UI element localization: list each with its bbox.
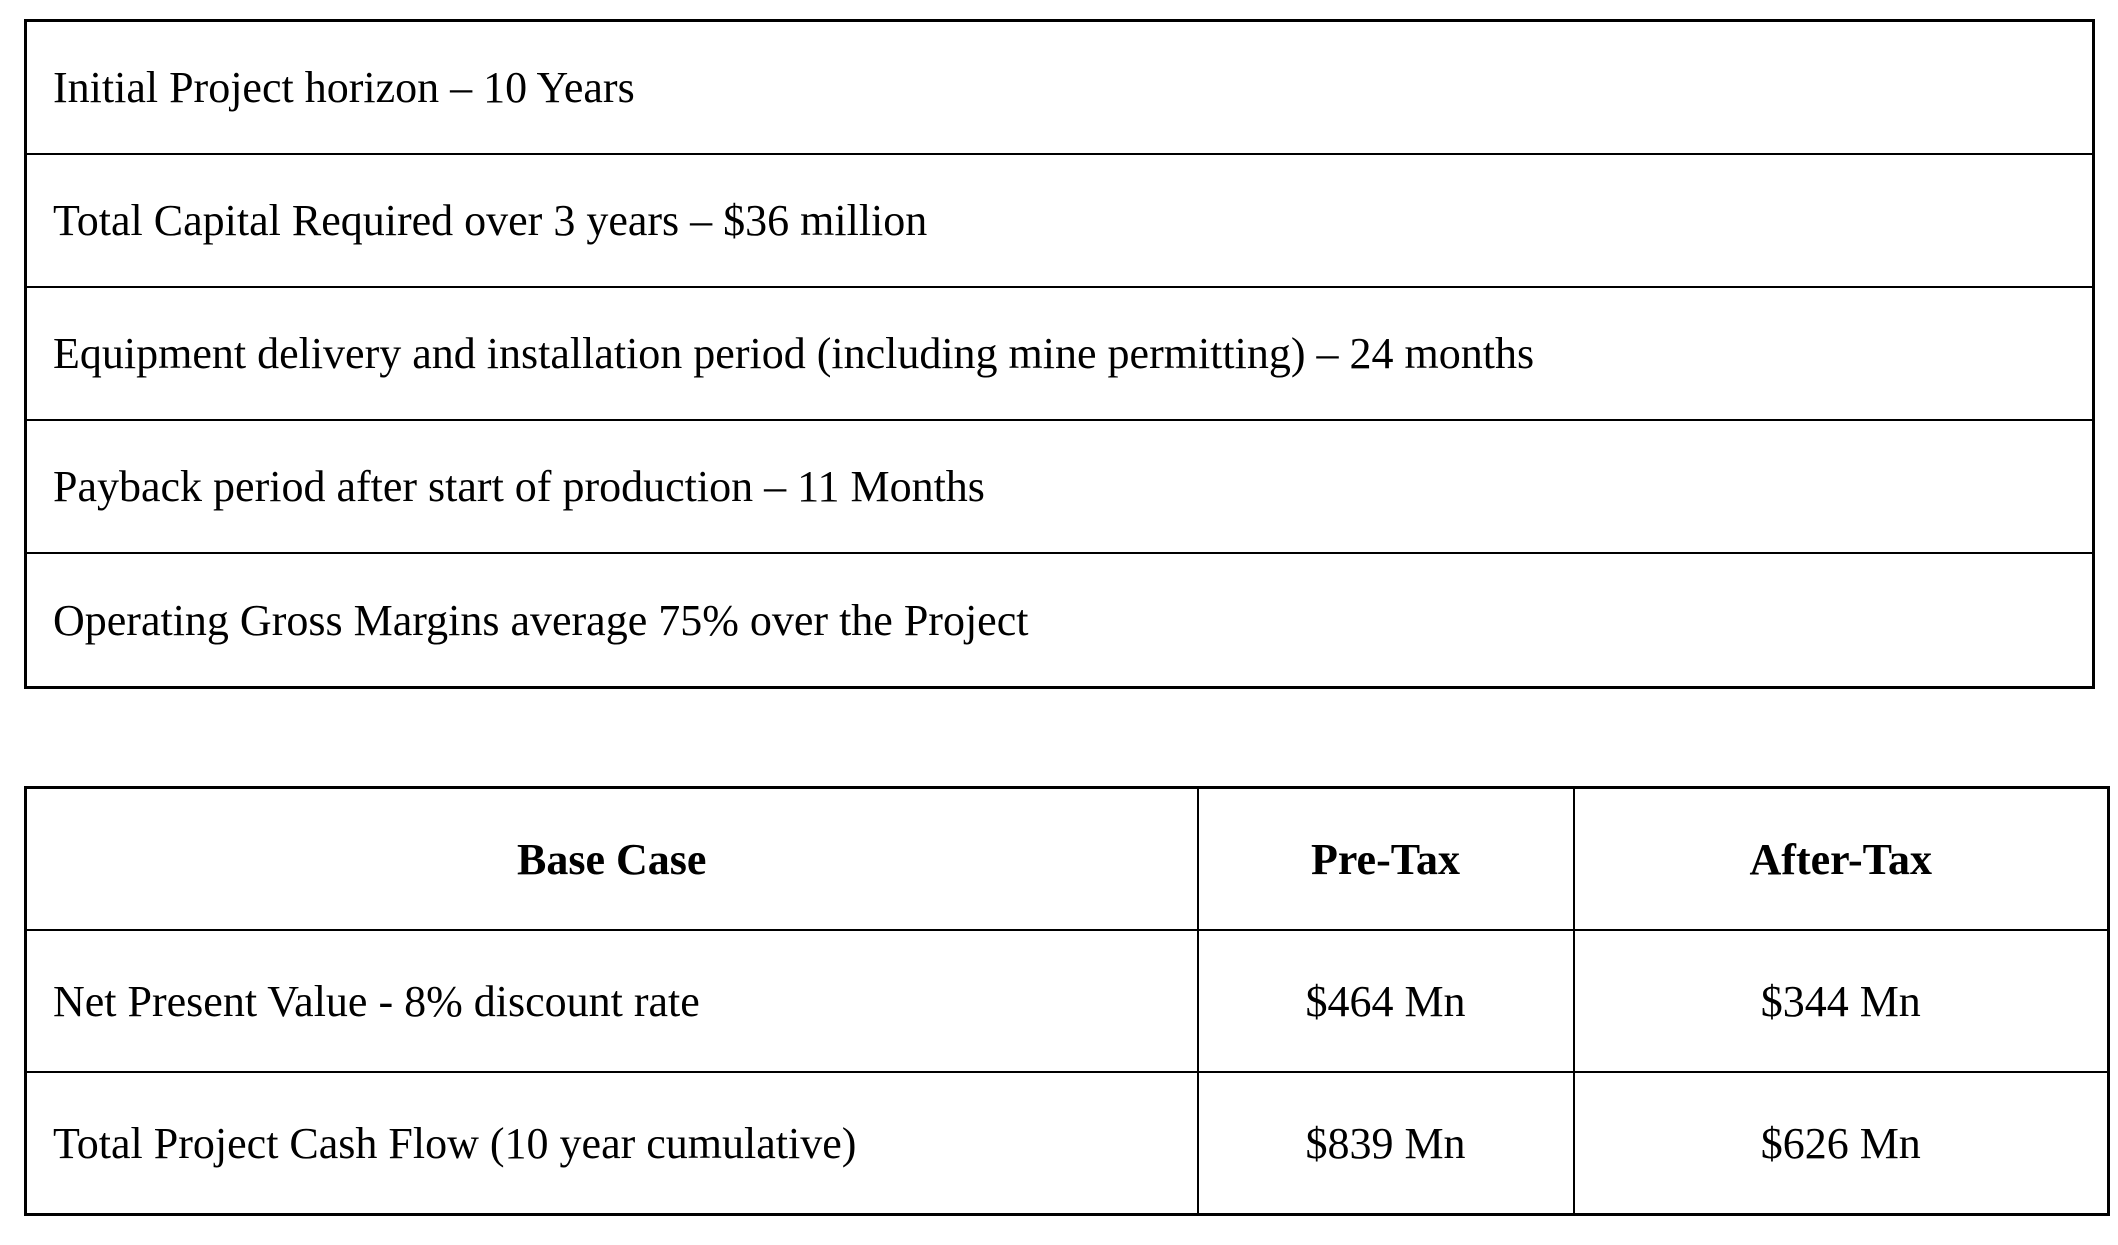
highlight-text: Equipment delivery and installation period (including mine permitting) – 24 months	[53, 329, 1535, 378]
row-label-cash-flow: Total Project Cash Flow (10 year cumulative)	[26, 1072, 1198, 1215]
header-base-case: Base Case	[26, 788, 1198, 931]
table-row	[26, 1072, 2109, 1215]
highlight-text: Total Capital Required over 3 years – $36 million	[53, 196, 928, 245]
cell-npv-pre-tax: $464 Mn	[1198, 930, 1574, 1072]
cell-cash-flow-pre-tax: $839 Mn	[1198, 1072, 1574, 1215]
header-row	[26, 788, 2109, 931]
highlight-text: Operating Gross Margins average 75% over the Project	[53, 596, 1029, 645]
highlight-text: Initial Project horizon – 10 Years	[53, 63, 635, 112]
cell-cash-flow-after-tax: $626 Mn	[1574, 1072, 2109, 1215]
table-row	[26, 930, 2109, 1072]
header-after-tax: After-Tax	[1574, 788, 2109, 931]
highlight-row-payback-period	[27, 421, 2092, 554]
header-pre-tax: Pre-Tax	[1198, 788, 1574, 931]
highlight-text: Payback period after start of production – 11 Months	[53, 462, 985, 511]
highlight-row-total-capital	[27, 155, 2092, 288]
project-highlights-table	[24, 19, 2095, 689]
highlight-row-equipment-delivery	[27, 288, 2092, 421]
economics-table	[24, 786, 2110, 1216]
highlight-row-gross-margins	[27, 554, 2092, 687]
row-label-npv: Net Present Value - 8% discount rate	[26, 930, 1198, 1072]
highlight-row-project-horizon	[27, 22, 2092, 155]
cell-npv-after-tax: $344 Mn	[1574, 930, 2109, 1072]
